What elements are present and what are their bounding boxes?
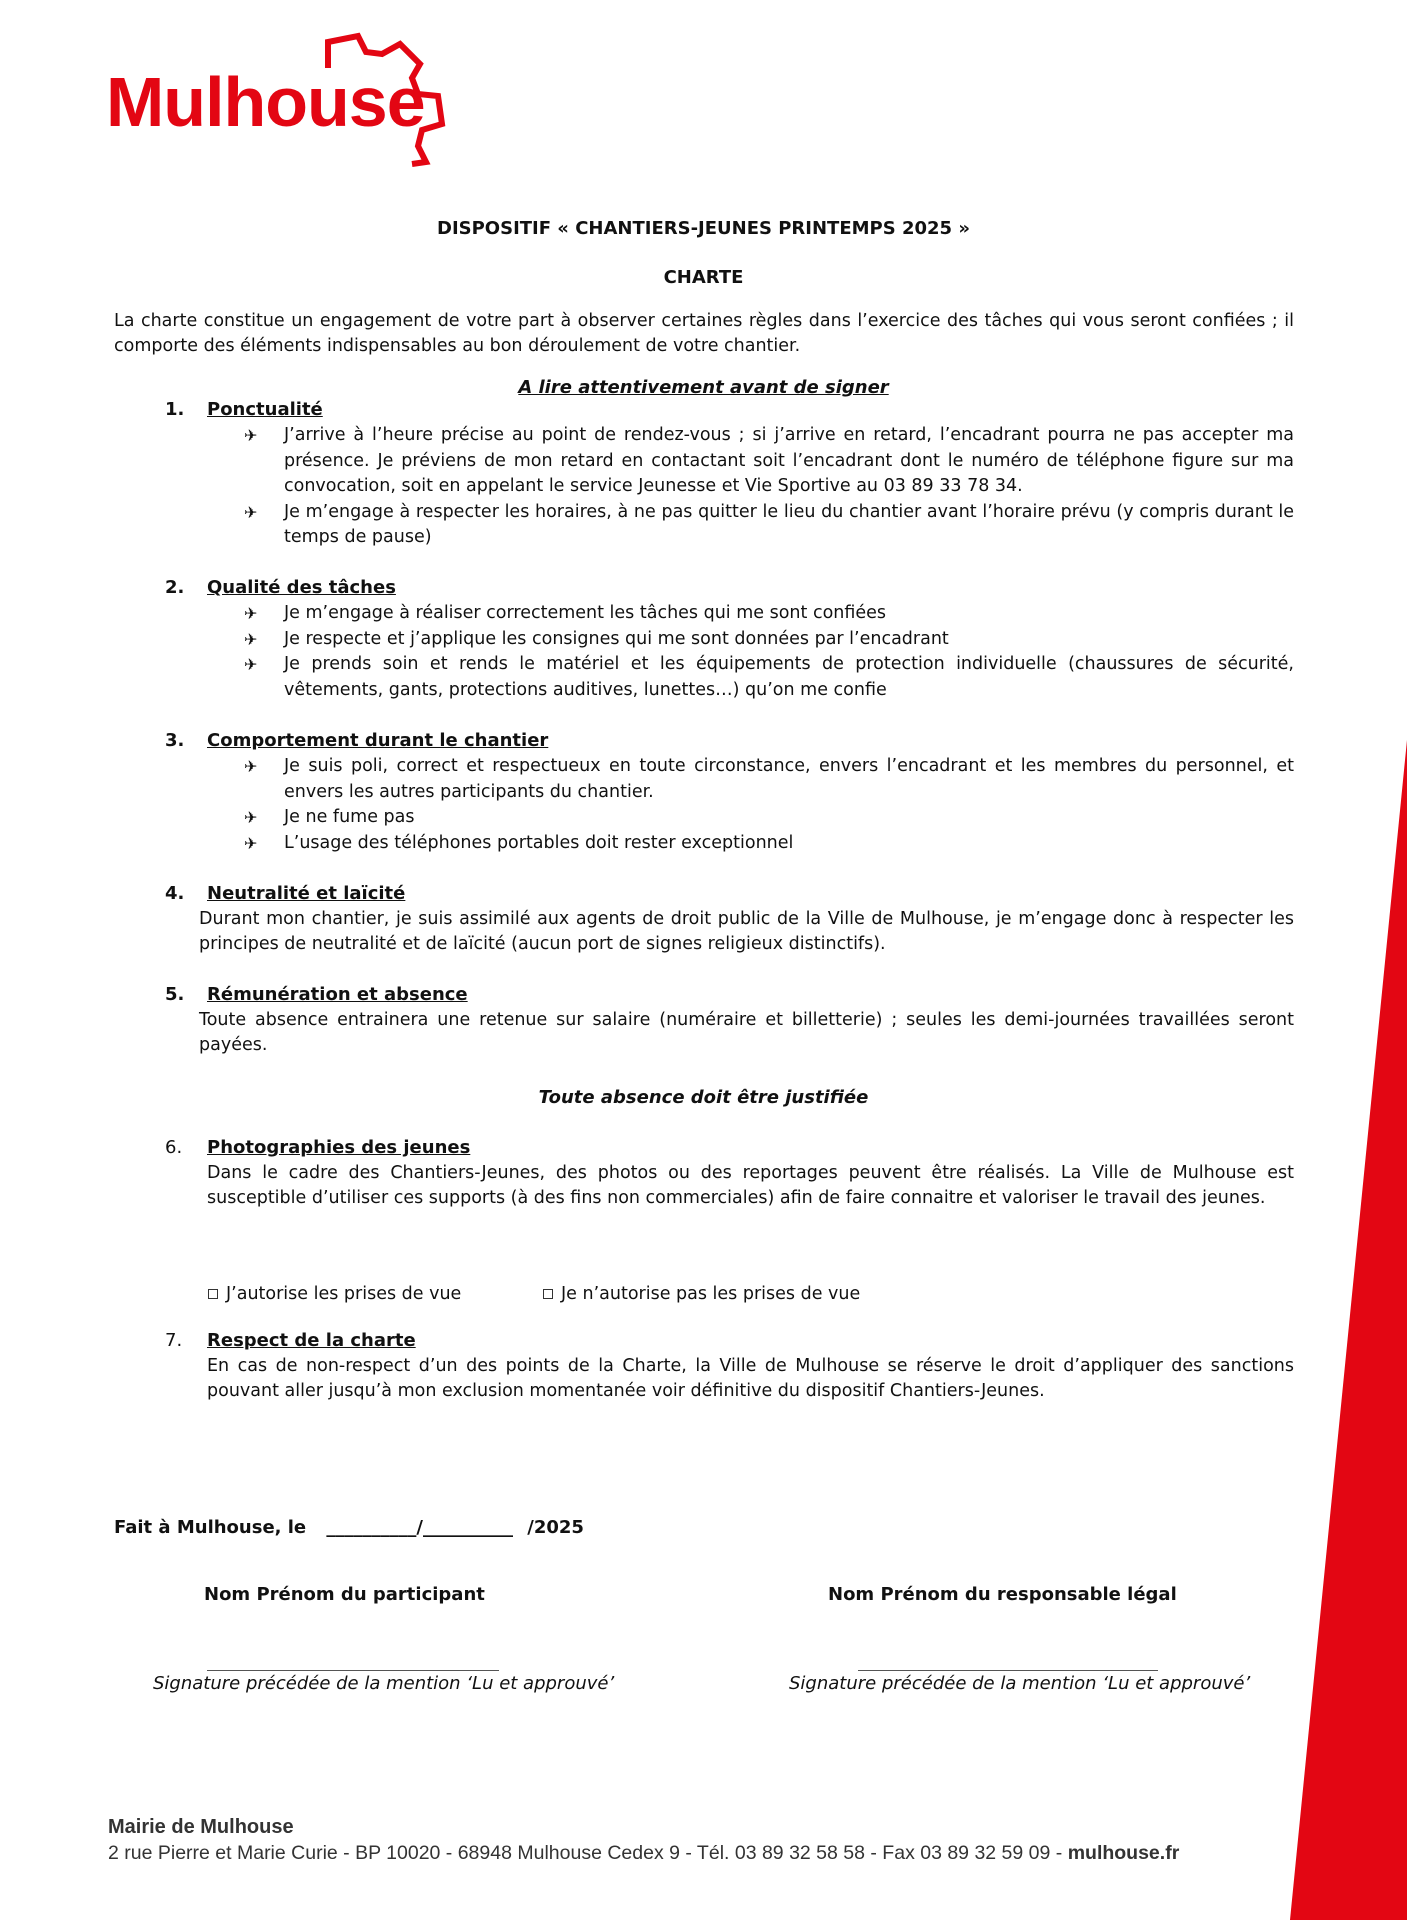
footer-address: 2 rue Pierre et Marie Curie - BP 10020 - 68948 Mulhouse Cedex 9 - Tél. 03 89 32 58 58 - Fax 03 89 32 59 09 - mulhouse.fr (108, 1842, 1180, 1864)
bullet-arrow-icon: ✈ (244, 502, 258, 522)
document-subtitle: CHARTE (663, 267, 744, 288)
decorative-red-wedge (1290, 740, 1407, 1920)
consent-no-label: Je n’autorise pas les prises de vue (561, 1284, 861, 1304)
guardian-label: Nom Prénom du responsable légal (828, 1584, 1177, 1605)
section-7-text: En cas de non-respect d’un des points de la Charte, la Ville de Mulhouse se réserve le droit d’appliquer des sanctions pouvant aller jusqu’à mon exclusion momentanée voir définitive du dispositif Chantiers-Jeunes. (207, 1356, 1294, 1401)
list-item: ✈ Je m’engage à réaliser correctement les tâches qui me sont confiées (244, 601, 1294, 627)
footer-org-name: Mairie de Mulhouse (108, 1816, 294, 1838)
participant-signature-line[interactable] (207, 1670, 499, 1671)
footer-website[interactable]: mulhouse.fr (1067, 1842, 1180, 1864)
section-5-number: 5. (165, 984, 185, 1005)
mulhouse-logo: Mulhouse (106, 63, 425, 141)
section-2-title: Qualité des tâches (207, 577, 396, 598)
section-6-number: 6. (165, 1137, 183, 1158)
section-7-number: 7. (165, 1330, 183, 1351)
section-5-text: Toute absence entrainera une retenue sur salaire (numéraire et billetterie) ; seules les demi-journées travaillées seront payées. (199, 1010, 1294, 1055)
section-1-number: 1. (165, 399, 185, 420)
list-item: ✈ Je respecte et j’applique les consignes qui me sont données par l’encadrant (244, 627, 1294, 653)
consent-yes-option[interactable] (208, 1284, 461, 1304)
section-7-title: Respect de la charte (207, 1330, 416, 1351)
logo-gear-outline-icon (300, 30, 460, 170)
section-1-title: Ponctualité (207, 399, 323, 420)
section-3-title: Comportement durant le chantier (207, 730, 549, 751)
list-item: ✈ Je prends soin et rends le matériel et les équipements de protection individuelle (chaussures de sécurité, vêtements, gants, protections auditives, lunettes…) qu’on me confie (244, 654, 1294, 700)
section-6-title: Photographies des jeunes (207, 1137, 471, 1158)
bullet-arrow-icon: ✈ (244, 426, 258, 445)
absence-notice: Toute absence doit être justifiée (538, 1087, 869, 1108)
section-4-title: Neutralité et laïcité (207, 883, 406, 904)
document-title: DISPOSITIF « CHANTIERS-JEUNES PRINTEMPS 2025 » (437, 218, 970, 239)
read-notice: A lire attentivement avant de signer (518, 377, 889, 398)
list-item: ✈ L’usage des téléphones portables doit rester exceptionnel (244, 831, 1294, 857)
list-item: ✈ Je m’engage à respecter les horaires, à ne pas quitter le lieu du chantier avant l’horaire prévu (y compris durant le temps de pause) (244, 501, 1294, 547)
consent-yes-label: J’autorise les prises de vue (226, 1284, 462, 1304)
consent-yes-checkbox[interactable] (208, 1289, 218, 1299)
section-4-text: Durant mon chantier, je suis assimilé aux agents de droit public de la Ville de Mulhouse, je m’engage donc à respecter les principes de neutralité et de laïcité (aucun port de signes religieux distinctifs). (199, 909, 1294, 954)
list-item: ✈ Je ne fume pas (244, 805, 1294, 831)
consent-no-option[interactable] (543, 1284, 860, 1304)
place-date-line: Fait à Mulhouse, le __________/__________ /2025 (114, 1517, 584, 1538)
bullet-arrow-icon: ✈ (244, 604, 258, 623)
section-2-number: 2. (165, 577, 185, 598)
bullet-arrow-icon: ✈ (244, 629, 258, 649)
intro-paragraph: La charte constitue un engagement de votre part à observer certaines règles dans l’exercice des tâches qui vous seront confiées ; il comporte des éléments indispensables au bon déroulement de votre chantier. (114, 311, 1294, 356)
date-blanks[interactable]: __________/__________ (326, 1517, 513, 1538)
consent-no-checkbox[interactable] (543, 1289, 553, 1299)
bullet-arrow-icon: ✈ (244, 808, 258, 827)
section-2-bullets (244, 601, 1294, 703)
list-item: ✈ J’arrive à l’heure précise au point de rendez-vous ; si j’arrive en retard, l’encadrant pourra ne pas accepter ma présence. Je préviens de mon retard en contactant soit l’encadrant dont le numéro de téléphone figure sur ma convocation, soit en appelant le service Jeunesse et Vie Sportive au 03 89 33 78 34. (244, 425, 1294, 496)
section-6-text: Dans le cadre des Chantiers-Jeunes, des photos ou des reportages peuvent être réalisés. La Ville de Mulhouse est susceptible d’utiliser ces supports (à des fins non commerciales) afin de faire connaitre et valoriser le travail des jeunes. (207, 1163, 1294, 1208)
section-5-title: Rémunération et absence (207, 984, 468, 1005)
section-3-bullets (244, 754, 1294, 856)
participant-label: Nom Prénom du participant (204, 1584, 485, 1605)
section-3-number: 3. (165, 730, 185, 751)
bullet-arrow-icon: ✈ (244, 833, 258, 853)
list-item: ✈ Je suis poli, correct et respectueux en toute circonstance, envers l’encadrant et les membres du personnel, et envers les autres participants du chantier. (244, 756, 1294, 802)
guardian-signature-line[interactable] (858, 1670, 1158, 1671)
section-4-number: 4. (165, 883, 185, 904)
participant-signature-caption: Signature précédée de la mention ‘Lu et approuvé’ (153, 1673, 615, 1694)
guardian-signature-caption: Signature précédée de la mention ‘Lu et approuvé’ (789, 1673, 1251, 1694)
bullet-arrow-icon: ✈ (244, 655, 258, 674)
section-1-bullets (244, 423, 1294, 551)
bullet-arrow-icon: ✈ (244, 757, 258, 776)
